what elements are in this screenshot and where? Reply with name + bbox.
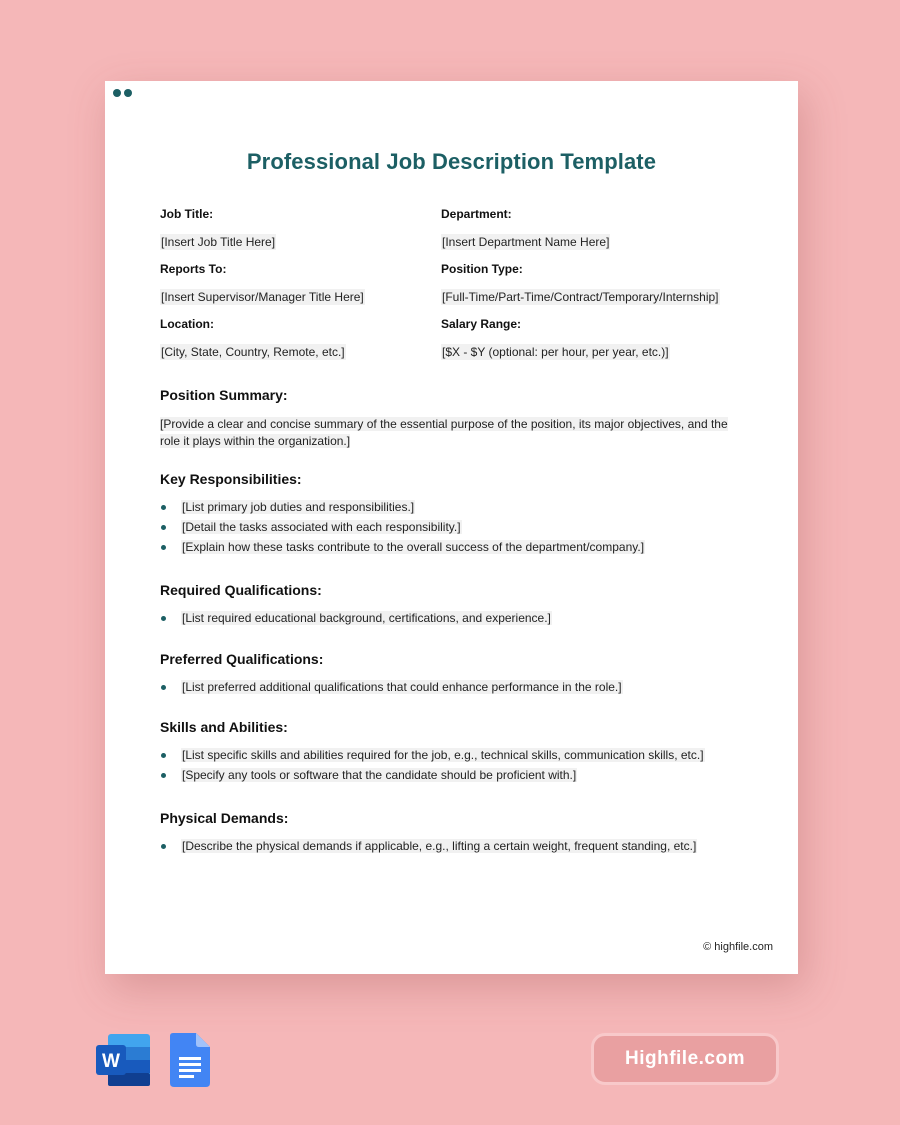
job-fields	[160, 207, 760, 372]
list-item-text: [List primary job duties and responsibilities.]	[182, 500, 415, 514]
copyright-text: © highfile.com	[703, 941, 773, 953]
bullet-icon	[161, 616, 166, 621]
bullet-icon	[161, 685, 166, 690]
list-item	[160, 610, 750, 626]
bullet-list	[160, 499, 750, 555]
dot	[124, 89, 132, 97]
field-label: Job Title:	[160, 207, 214, 221]
brand-button-label: Highfile.com	[624, 1048, 745, 1069]
google-docs-icon[interactable]	[166, 1032, 224, 1088]
field-value: [Insert Department Name Here]	[442, 235, 610, 249]
list-item-text: [Explain how these tasks contribute to the overall success of the department/company.]	[182, 540, 645, 554]
required-qualifications-section	[160, 582, 750, 630]
list-item	[160, 747, 750, 763]
bullet-icon	[161, 844, 166, 849]
field-value: [$X - $Y (optional: per hour, per year, etc.)]	[442, 345, 669, 359]
field-label: Position Type:	[441, 262, 523, 276]
bullet-icon	[161, 525, 166, 530]
list-item	[160, 519, 750, 535]
reports-to-field	[160, 262, 365, 306]
section-heading: Skills and Abilities:	[160, 719, 288, 735]
section-heading: Position Summary:	[160, 387, 288, 403]
section-heading: Physical Demands:	[160, 810, 289, 826]
field-label: Location:	[160, 317, 214, 331]
word-icon-letter: W	[102, 1051, 120, 1072]
list-item-text: [Specify any tools or software that the candidate should be proficient with.]	[182, 768, 577, 782]
word-icon[interactable]	[94, 1032, 152, 1088]
list-item-text: [List preferred additional qualifications that could enhance performance in the role.]	[182, 680, 622, 694]
list-item	[160, 539, 750, 555]
bullet-list	[160, 679, 750, 695]
field-value: [Insert Supervisor/Manager Title Here]	[161, 290, 364, 304]
bullet-icon	[161, 505, 166, 510]
bullet-icon	[161, 753, 166, 758]
highfile-brand-button[interactable]	[591, 1033, 779, 1085]
field-label: Department:	[441, 207, 512, 221]
list-item-text: [Describe the physical demands if applicable, e.g., lifting a certain weight, frequent standing, etc.]	[182, 839, 697, 853]
list-item-text: [Detail the tasks associated with each responsibility.]	[182, 520, 461, 534]
list-item-text: [List required educational background, certifications, and experience.]	[182, 611, 551, 625]
section-text	[160, 416, 750, 450]
position-summary-section	[160, 387, 750, 450]
field-row	[160, 317, 760, 372]
list-item	[160, 767, 750, 783]
decorative-dots	[113, 89, 132, 97]
bullet-icon	[161, 773, 166, 778]
position-type-field	[441, 262, 720, 306]
bullet-list	[160, 838, 750, 854]
key-responsibilities-section	[160, 471, 750, 559]
list-item	[160, 679, 750, 695]
section-heading: Key Responsibilities:	[160, 471, 302, 487]
field-value: [City, State, Country, Remote, etc.]	[161, 345, 345, 359]
department-field	[441, 207, 610, 251]
bullet-icon	[161, 545, 166, 550]
salary-range-field	[441, 317, 670, 361]
dot	[113, 89, 121, 97]
section-heading: Preferred Qualifications:	[160, 651, 324, 667]
document-title: Professional Job Description Template	[246, 149, 657, 174]
list-item	[160, 838, 750, 854]
preferred-qualifications-section	[160, 651, 750, 699]
job-title-field	[160, 207, 276, 251]
app-icons	[94, 1032, 224, 1088]
field-value: [Full-Time/Part-Time/Contract/Temporary/Internship]	[442, 290, 719, 304]
section-heading: Required Qualifications:	[160, 582, 322, 598]
document-page	[105, 81, 798, 974]
bullet-list	[160, 610, 750, 626]
field-row	[160, 262, 760, 317]
list-item	[160, 499, 750, 515]
physical-demands-section	[160, 810, 750, 858]
field-value: [Insert Job Title Here]	[161, 235, 276, 249]
field-row	[160, 207, 760, 262]
list-item-text: [List specific skills and abilities required for the job, e.g., technical skills, communication skills, etc.]	[182, 748, 704, 762]
summary-line: [Provide a clear and concise summary of the essential purpose of the position, its major objectives, and the	[160, 417, 728, 431]
field-label: Salary Range:	[441, 317, 522, 331]
bullet-list	[160, 747, 750, 783]
field-label: Reports To:	[160, 262, 227, 276]
summary-line: role it plays within the organization.]	[160, 434, 351, 448]
skills-abilities-section	[160, 719, 750, 787]
location-field	[160, 317, 346, 361]
